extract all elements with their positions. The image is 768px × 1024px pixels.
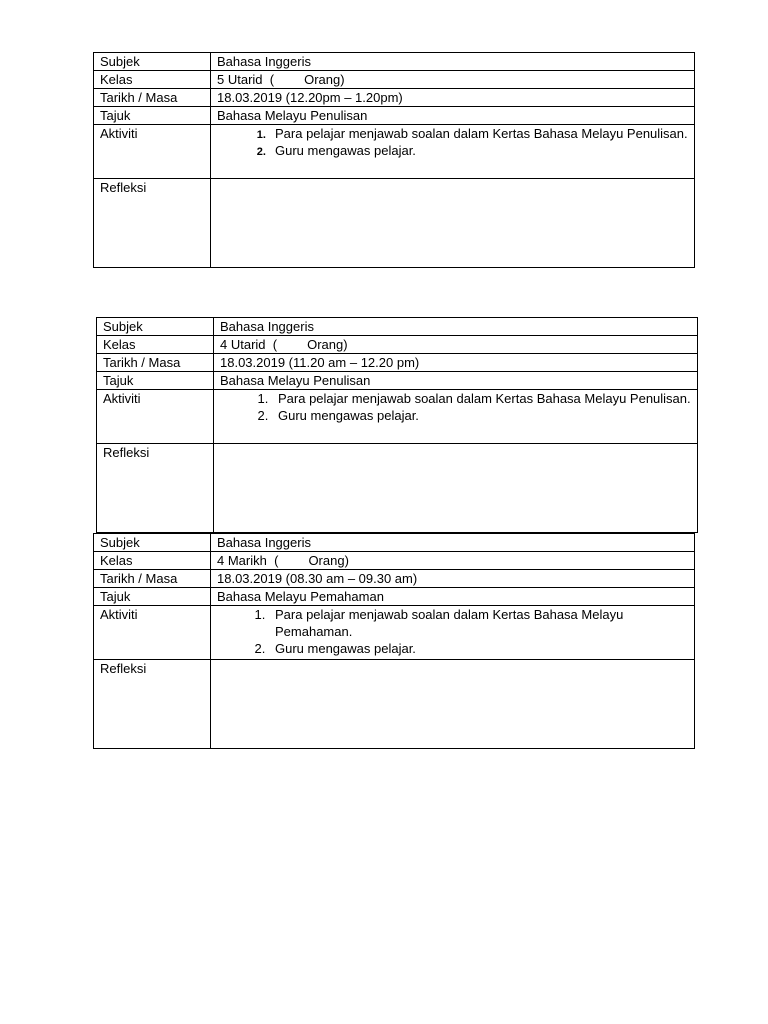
subjek-label: Subjek	[94, 53, 211, 71]
tarikh-value: 18.03.2019 (08.30 am – 09.30 am)	[211, 570, 695, 588]
kelas-value	[211, 552, 695, 570]
kelas-value	[211, 71, 695, 89]
kelas-row	[94, 71, 695, 89]
activity-list	[217, 125, 694, 159]
kelas-open-paren: (	[272, 337, 278, 352]
aktiviti-value	[214, 390, 698, 444]
activity-item: 2. Guru mengawas pelajar.	[272, 407, 697, 424]
subjek-value: Bahasa Inggeris	[214, 318, 698, 336]
lesson-plan-table	[96, 317, 698, 533]
kelas-open-paren: (	[274, 553, 279, 568]
tarikh-value: 18.03.2019 (12.20pm – 1.20pm)	[211, 89, 695, 107]
aktiviti-label: Aktiviti	[94, 125, 211, 179]
kelas-orang: Orang)	[307, 337, 348, 352]
refleksi-label: Refleksi	[97, 444, 214, 533]
tarikh-row	[97, 354, 698, 372]
kelas-orang: Orang)	[304, 72, 345, 87]
tajuk-label: Tajuk	[94, 588, 211, 606]
subjek-row	[97, 318, 698, 336]
aktiviti-row	[94, 606, 695, 660]
lesson-plan-table	[93, 533, 695, 749]
refleksi-label: Refleksi	[94, 179, 211, 268]
refleksi-value	[211, 179, 695, 268]
kelas-name: 5 Utarid	[217, 72, 263, 87]
tajuk-row	[94, 107, 695, 125]
kelas-value	[214, 336, 698, 354]
kelas-label: Kelas	[94, 552, 211, 570]
tarikh-row	[94, 570, 695, 588]
subjek-label: Subjek	[94, 534, 211, 552]
kelas-label: Kelas	[94, 71, 211, 89]
tarikh-row	[94, 89, 695, 107]
refleksi-row	[97, 444, 698, 533]
aktiviti-value	[211, 606, 695, 660]
refleksi-value	[214, 444, 698, 533]
subjek-value: Bahasa Inggeris	[211, 534, 695, 552]
kelas-row	[94, 552, 695, 570]
kelas-label: Kelas	[97, 336, 214, 354]
lesson-plan-table	[93, 52, 695, 268]
activity-list	[220, 390, 697, 424]
aktiviti-label: Aktiviti	[94, 606, 211, 660]
subjek-row	[94, 534, 695, 552]
activity-list	[217, 606, 694, 657]
aktiviti-label: Aktiviti	[97, 390, 214, 444]
aktiviti-row	[97, 390, 698, 444]
tajuk-row	[94, 588, 695, 606]
kelas-open-paren: (	[269, 72, 275, 87]
tajuk-value: Bahasa Melayu Penulisan	[214, 372, 698, 390]
tarikh-label: Tarikh / Masa	[97, 354, 214, 372]
activity-item: 2. Guru mengawas pelajar.	[269, 640, 694, 657]
activity-item: 1. Para pelajar menjawab soalan dalam Kertas Bahasa Melayu Pemahaman.	[269, 606, 694, 640]
tarikh-value: 18.03.2019 (11.20 am – 12.20 pm)	[214, 354, 698, 372]
tajuk-label: Tajuk	[94, 107, 211, 125]
refleksi-label: Refleksi	[94, 660, 211, 749]
subjek-value: Bahasa Inggeris	[211, 53, 695, 71]
activity-item: 2. Guru mengawas pelajar.	[269, 142, 694, 159]
tajuk-label: Tajuk	[97, 372, 214, 390]
kelas-orang: Orang)	[308, 553, 349, 568]
refleksi-row	[94, 660, 695, 749]
aktiviti-row	[94, 125, 695, 179]
refleksi-row	[94, 179, 695, 268]
aktiviti-value	[211, 125, 695, 179]
kelas-name: 4 Marikh	[217, 553, 267, 568]
subjek-row	[94, 53, 695, 71]
tarikh-label: Tarikh / Masa	[94, 570, 211, 588]
subjek-label: Subjek	[97, 318, 214, 336]
refleksi-value	[211, 660, 695, 749]
activity-item: 1. Para pelajar menjawab soalan dalam Kertas Bahasa Melayu Penulisan.	[269, 125, 694, 142]
activity-item: 1. Para pelajar menjawab soalan dalam Kertas Bahasa Melayu Penulisan.	[272, 390, 697, 407]
tajuk-row	[97, 372, 698, 390]
tajuk-value: Bahasa Melayu Penulisan	[211, 107, 695, 125]
tarikh-label: Tarikh / Masa	[94, 89, 211, 107]
tajuk-value: Bahasa Melayu Pemahaman	[211, 588, 695, 606]
kelas-row	[97, 336, 698, 354]
kelas-name: 4 Utarid	[220, 337, 266, 352]
